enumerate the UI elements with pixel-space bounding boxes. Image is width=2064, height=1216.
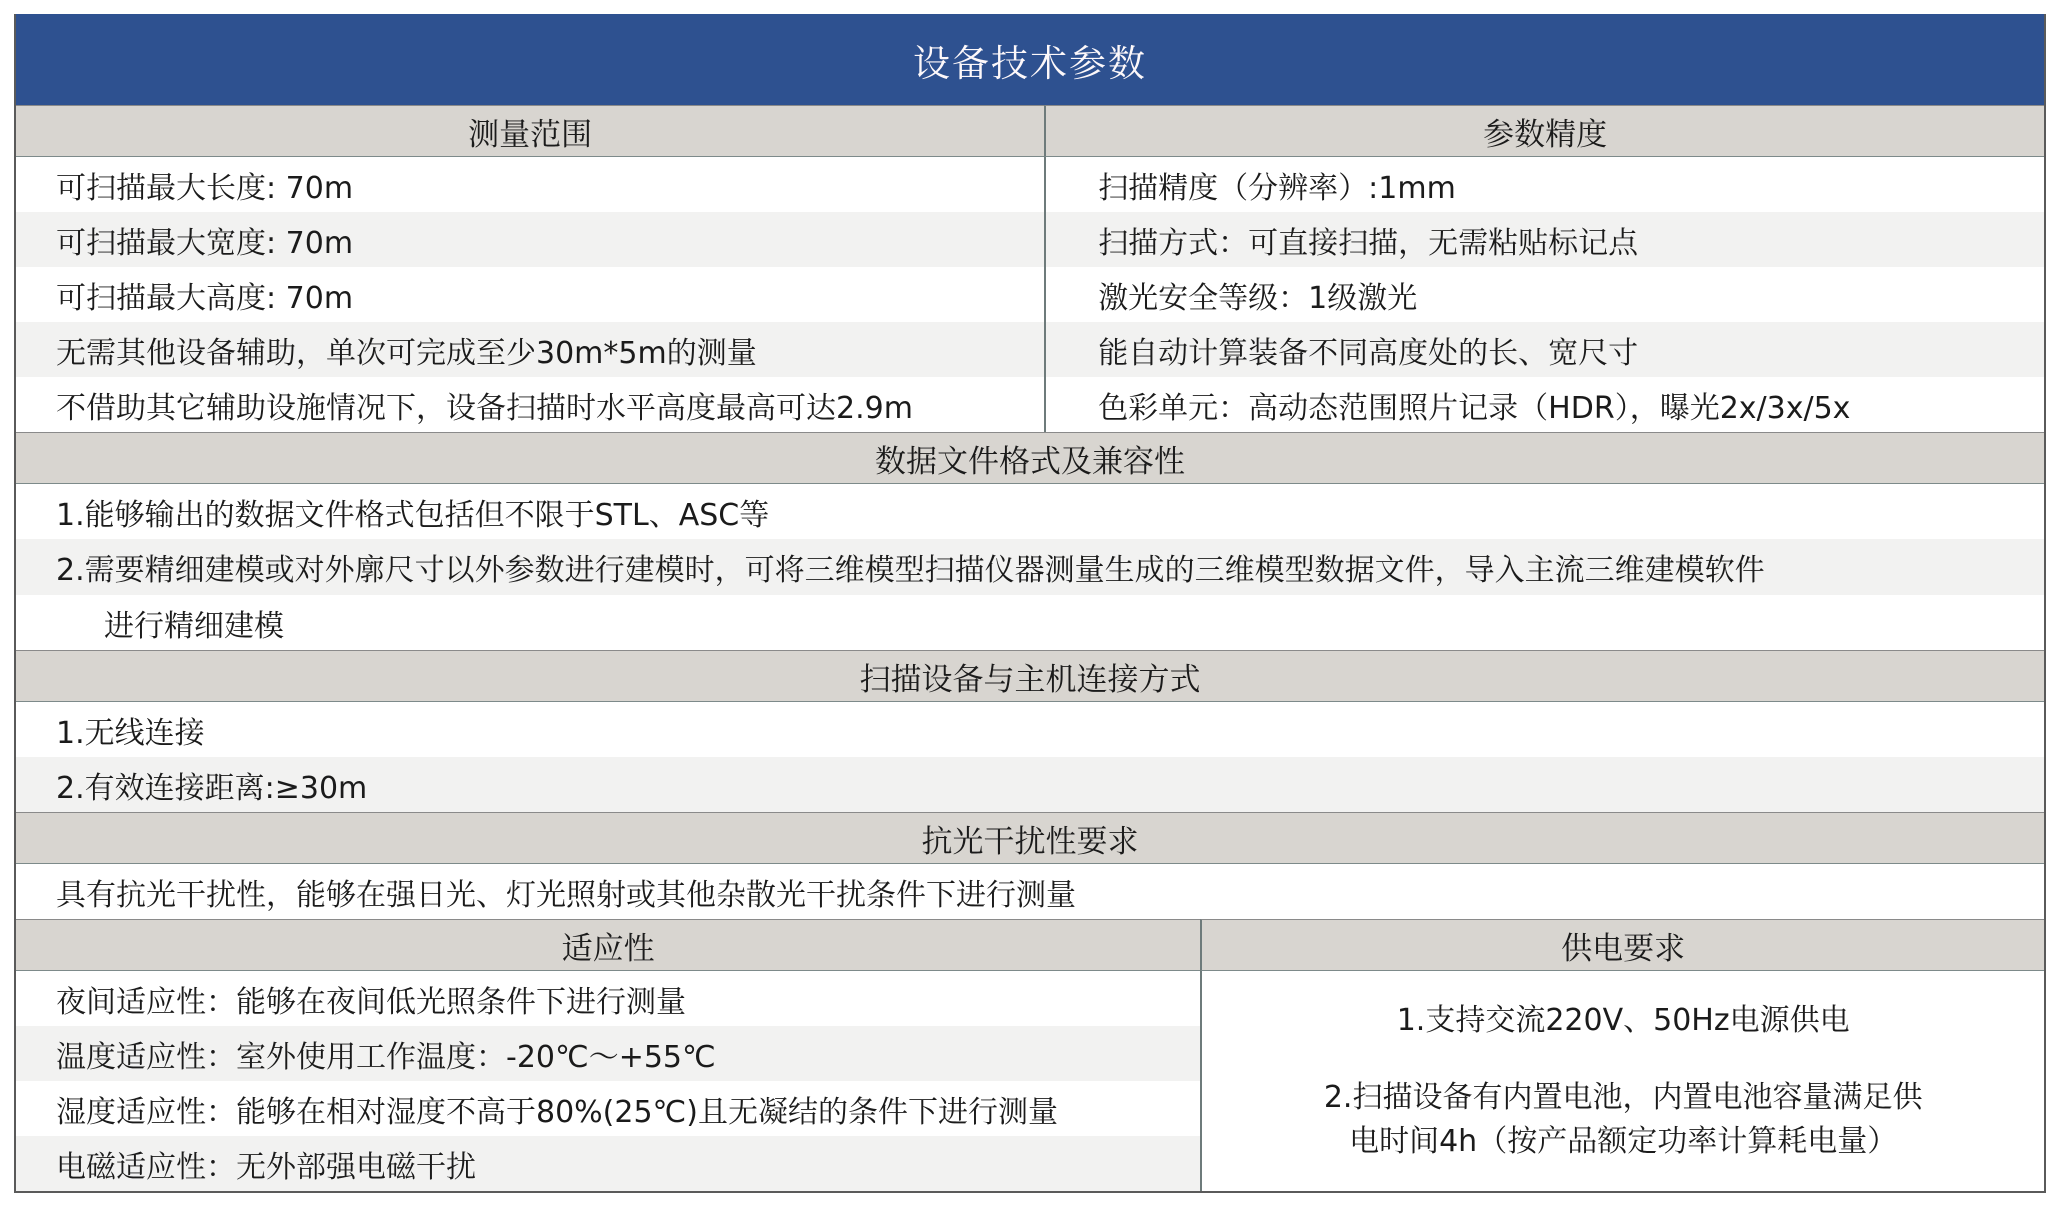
- cell-text: 可扫描最大高度: 70m: [56, 280, 354, 316]
- table-row: [16, 267, 1044, 322]
- cell-text: 激光安全等级：1级激光: [1098, 280, 1418, 316]
- column-header-label: 参数精度: [1483, 116, 1608, 153]
- table-row: [1044, 157, 2044, 212]
- column-header-measure-range: [16, 105, 1044, 157]
- cell-text: 电磁适应性：无外部强电磁干扰: [56, 1149, 476, 1185]
- power-item: [1324, 1076, 1923, 1163]
- cell-text: 具有抗光干扰性，能够在强日光、灯光照射或其他杂散光干扰条件下进行测量: [56, 877, 1076, 913]
- adaptability-power-section: [16, 919, 2044, 1191]
- connection-section: [16, 650, 2044, 812]
- cell-text: 夜间适应性：能够在夜间低光照条件下进行测量: [56, 984, 686, 1020]
- column-header-precision: [1044, 105, 2044, 157]
- table-row: [16, 1081, 1200, 1136]
- table-row: [16, 322, 1044, 377]
- cell-text: 不借助其它辅助设施情况下，设备扫描时水平高度最高可达2.9m: [56, 390, 913, 426]
- cell-text: 温度适应性：室外使用工作温度：-20℃～+55℃: [56, 1039, 716, 1075]
- cell-text: 可扫描最大宽度: 70m: [56, 225, 354, 261]
- cell-text: 无需其他设备辅助，单次可完成至少30m*5m的测量: [56, 335, 757, 371]
- table-row: [1044, 267, 2044, 322]
- cell-text: 1.无线连接: [56, 715, 205, 751]
- cell-text: 1.能够输出的数据文件格式包括但不限于STL、ASC等: [56, 497, 770, 533]
- table-row: [16, 1136, 1200, 1191]
- table-row: [16, 484, 2044, 539]
- column-header-label: 适应性: [561, 930, 655, 967]
- table-row: [1044, 377, 2044, 432]
- column-header-power: [1200, 919, 2044, 971]
- light-interference-section: [16, 812, 2044, 919]
- table-row: [16, 864, 2044, 919]
- table-row: [16, 212, 1044, 267]
- table-title: 设备技术参数: [913, 41, 1147, 85]
- table-row: [16, 539, 2044, 595]
- table-row: [1044, 322, 2044, 377]
- power-item-line: 2.扫描设备有内置电池，内置电池容量满足供: [1323, 1080, 1923, 1116]
- column-header-adaptability: [16, 919, 1200, 971]
- cell-text: 扫描精度（分辨率）:1mm: [1098, 170, 1456, 206]
- power-item: 1.支持交流220V、50Hz电源供电: [1396, 1002, 1850, 1038]
- section-header-label: 数据文件格式及兼容性: [875, 443, 1185, 480]
- table-title-bar: [16, 14, 2044, 105]
- table-row: [1044, 212, 2044, 267]
- table-row: [16, 971, 1200, 1026]
- cell-text: 湿度适应性：能够在相对湿度不高于80%(25℃)且无凝结的条件下进行测量: [56, 1094, 1058, 1130]
- table-row: [16, 1026, 1200, 1081]
- column-header-label: 测量范围: [468, 116, 593, 153]
- equipment-spec-table: [14, 14, 2046, 1193]
- scan-spec-section: [16, 105, 2044, 432]
- cell-text: 可扫描最大长度: 70m: [56, 170, 354, 206]
- section-header-label: 抗光干扰性要求: [921, 823, 1139, 860]
- power-requirements-cell: [1200, 971, 2044, 1191]
- cell-text: 扫描方式：可直接扫描，无需粘贴标记点: [1098, 225, 1639, 261]
- table-row: [16, 702, 2044, 757]
- cell-text: 2.有效连接距离:≥30m: [56, 770, 368, 806]
- data-format-section: [16, 432, 2044, 650]
- table-row: [16, 157, 1044, 212]
- section-header-light-interference: [16, 812, 2044, 864]
- section-header-connection: [16, 650, 2044, 702]
- table-row: [16, 757, 2044, 812]
- table-row: [16, 595, 2044, 650]
- power-item-line: 电时间4h（按产品额定功率计算耗电量）: [1349, 1123, 1898, 1159]
- section-header-data-format: [16, 432, 2044, 484]
- column-header-label: 供电要求: [1561, 930, 1686, 967]
- section-header-label: 扫描设备与主机连接方式: [859, 661, 1201, 698]
- table-row: [16, 377, 1044, 432]
- cell-text: 进行精细建模: [104, 608, 284, 644]
- cell-text: 能自动计算装备不同高度处的长、宽尺寸: [1098, 335, 1639, 371]
- cell-text: 色彩单元：高动态范围照片记录（HDR），曝光2x/3x/5x: [1098, 390, 1851, 426]
- cell-text: 2.需要精细建模或对外廓尺寸以外参数进行建模时，可将三维模型扫描仪器测量生成的三维模型数据文件，导入主流三维建模软件: [56, 553, 1765, 588]
